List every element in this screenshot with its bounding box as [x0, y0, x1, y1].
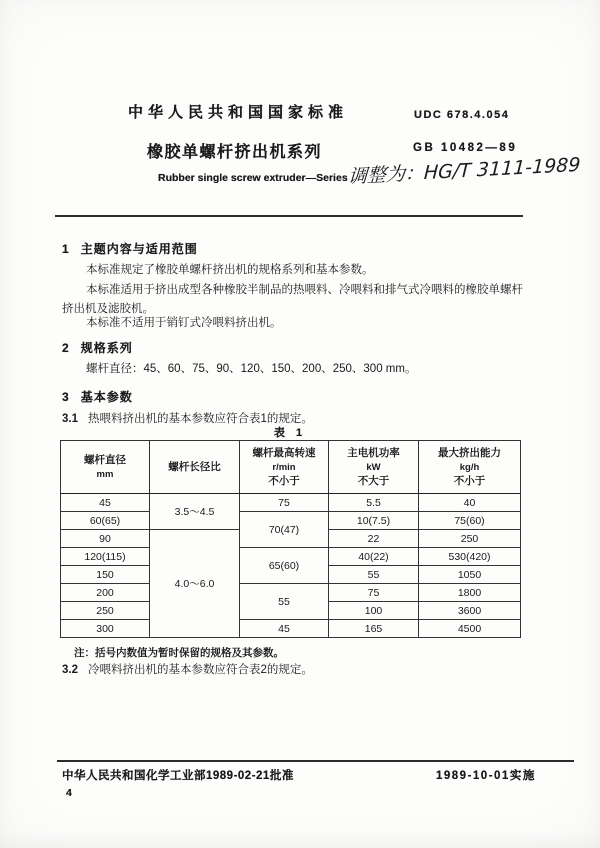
table-row [61, 620, 521, 638]
cell-power: 40(22) [329, 548, 419, 566]
standard-title-en: Rubber single screw extruder—Series [158, 172, 348, 184]
cell-capacity: 75(60) [419, 512, 521, 530]
section3-number: 3 [62, 390, 69, 404]
cell-diameter: 200 [61, 584, 150, 602]
section3-title: 基本参数 [80, 390, 133, 404]
cell-speed: 45 [240, 620, 329, 638]
section3-heading [62, 388, 133, 405]
cell-ratio: 4.0～6.0 [150, 530, 240, 638]
col4-constraint: 不小于 [453, 474, 486, 487]
cell-capacity: 1050 [419, 566, 521, 584]
cell-diameter: 120(115) [61, 548, 150, 566]
col2-unit: r/min [272, 461, 296, 473]
section1-title: 主题内容与适用范围 [80, 242, 198, 256]
cell-diameter: 150 [61, 566, 150, 584]
table-row [61, 512, 521, 530]
cell-power: 22 [329, 530, 419, 548]
col-header-motor-power [329, 441, 419, 494]
cell-capacity: 40 [419, 494, 521, 512]
footer-divider-rule [57, 760, 574, 762]
cell-power: 100 [329, 602, 419, 620]
cell-power: 10(7.5) [329, 512, 419, 530]
clause-3-1-number: 3.1 [62, 413, 78, 425]
cell-capacity: 4500 [419, 620, 521, 638]
table1-note: 注：括号内数值为暂时保留的规格及其参数。 [74, 647, 284, 659]
clause-3-2-text: 冷喂料挤出机的基本参数应符合表2的规定。 [88, 664, 313, 676]
clause-3-2-number: 3.2 [62, 664, 78, 676]
col3-constraint: 不大于 [357, 474, 390, 487]
handwritten-annotation: 调整为：HG/T 3111-1989 [347, 153, 581, 189]
col2-constraint: 不小于 [268, 474, 300, 487]
col0-unit: mm [96, 469, 114, 480]
standard-title-cn: 橡胶单螺杆挤出机系列 [147, 144, 323, 161]
cell-capacity: 250 [419, 530, 521, 548]
section1-paragraph1: 本标准规定了橡胶单螺杆挤出机的规格系列和基本参数。 [86, 264, 374, 276]
national-standard-heading: 中华人民共和国国家标准 [128, 104, 349, 121]
cell-capacity: 3600 [419, 602, 521, 620]
col4-unit: kg/h [459, 461, 480, 473]
cell-diameter: 60(65) [61, 512, 150, 530]
cell-diameter: 45 [61, 494, 150, 512]
cell-diameter: 300 [61, 620, 150, 638]
cell-diameter: 250 [61, 602, 150, 620]
table-row [61, 548, 521, 566]
cell-speed: 75 [240, 494, 329, 512]
col1-title: 螺杆长径比 [168, 460, 221, 473]
section1-number: 1 [62, 242, 69, 256]
cell-speed: 70(47) [240, 512, 329, 548]
cell-power: 165 [329, 620, 419, 638]
cell-power: 55 [329, 566, 419, 584]
section1-heading [62, 240, 198, 257]
table-row [61, 584, 521, 602]
cell-power: 5.5 [329, 494, 419, 512]
cell-capacity: 1800 [419, 584, 521, 602]
section2-title: 规格系列 [80, 341, 133, 355]
cell-power: 75 [329, 584, 419, 602]
table1-caption: 表 1 [273, 427, 307, 439]
section2-number: 2 [62, 341, 69, 355]
clause-3-2 [62, 661, 562, 680]
col-header-max-speed [240, 441, 329, 494]
cell-speed: 55 [240, 584, 329, 620]
section2-heading [62, 339, 133, 356]
table1-basic-parameters [60, 440, 521, 638]
approval-line: 中华人民共和国化学工业部1989-02-21批准 [62, 770, 294, 782]
col-header-screw-diameter [61, 441, 150, 494]
col2-title: 螺杆最高转速 [252, 446, 316, 459]
col-header-max-capacity [419, 441, 521, 494]
table-row [61, 494, 521, 512]
page-number: 4 [66, 787, 72, 799]
header-divider-rule [55, 215, 523, 217]
col3-title: 主电机功率 [347, 446, 400, 459]
clause-3-1-text: 热喂料挤出机的基本参数应符合表1的规定。 [88, 413, 313, 425]
col4-title: 最大挤出能力 [438, 446, 501, 459]
udc-number: UDC 678.4.054 [414, 109, 510, 121]
standard-number: GB 10482—89 [413, 142, 518, 154]
cell-ratio: 3.5～4.5 [150, 494, 240, 530]
section1-paragraph3: 本标准不适用于销钉式冷喂料挤出机。 [86, 317, 282, 329]
cell-capacity: 530(420) [419, 548, 521, 566]
cell-diameter: 90 [61, 530, 150, 548]
cell-speed: 65(60) [240, 548, 329, 584]
section1-paragraph2: 本标准适用于挤出成型各种橡胶半制品的热喂料、冷喂料和排气式冷喂料的橡胶单螺杆挤出机及滤胶机。 [62, 284, 523, 315]
implementation-date: 1989-10-01实施 [436, 770, 536, 782]
col-header-ld-ratio [150, 441, 240, 494]
table-header-row [61, 441, 521, 494]
section2-paragraph1: 螺杆直径：45、60、75、90、120、150、200、250、300 mm。 [86, 363, 417, 375]
col3-unit: kW [366, 461, 381, 473]
col0-title: 螺杆直径 [84, 454, 126, 466]
